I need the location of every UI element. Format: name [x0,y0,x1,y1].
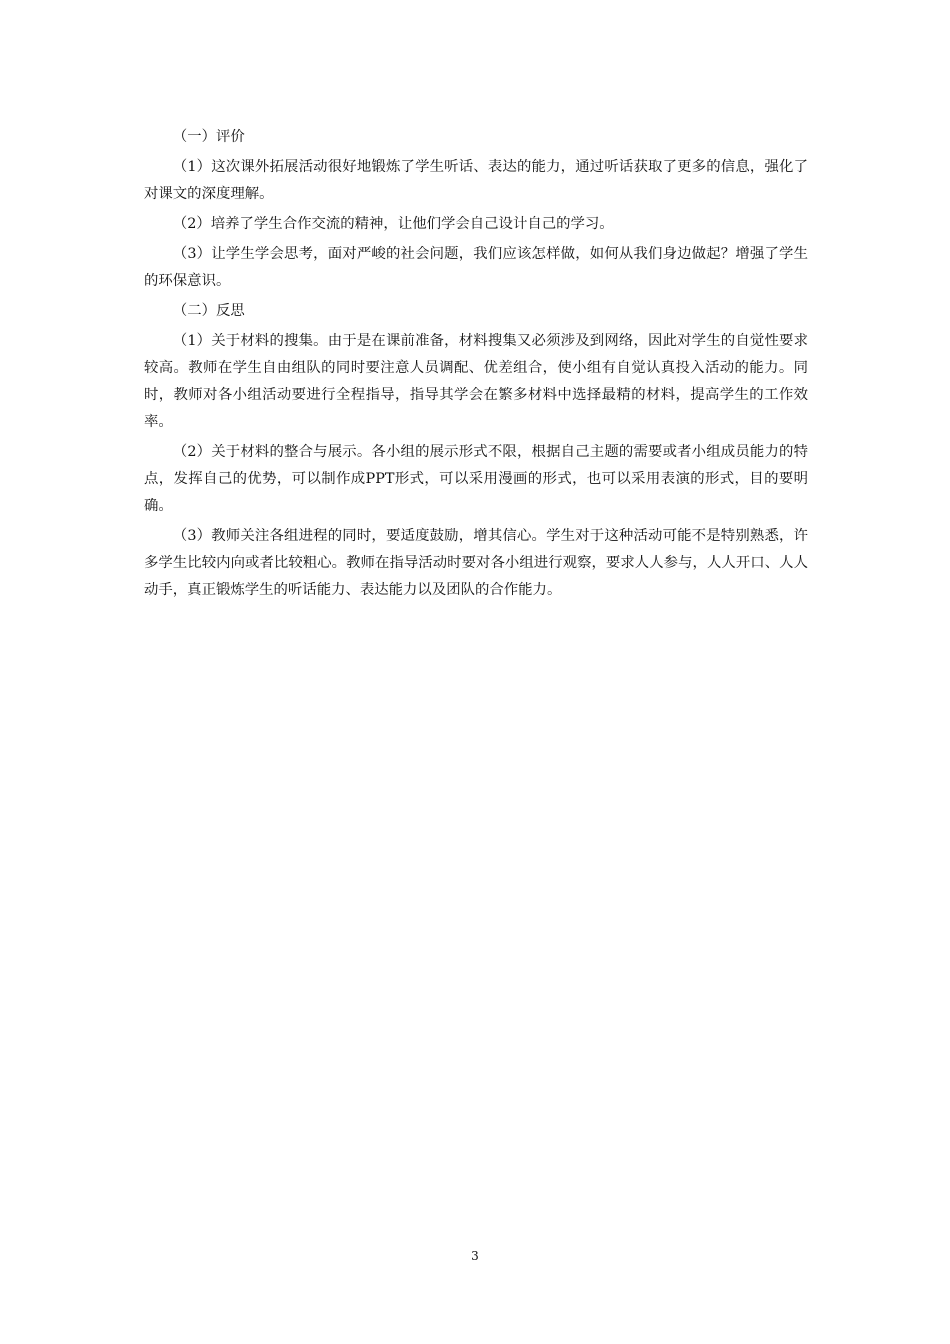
reflection-paragraph-3: （3）教师关注各组进程的同时，要适度鼓励，增其信心。学生对于这种活动可能不是特别熟悉，许多学生比较内向或者比较粗心。教师在指导活动时要对各小组进行观察，要求人人参与，人人开口、人人动手，真正锻炼学生的听话能力、表达能力以及团队的合作能力。 [144,528,808,598]
section-heading-evaluation: （一）评价 [172,129,245,145]
reflection-paragraph-1: （1）关于材料的搜集。由于是在课前准备，材料搜集又必须涉及到网络，因此对学生的自觉性要求较高。教师在学生自由组队的同时要注意人员调配、优差组合，使小组有自觉认真投入活动的能力。同时，教师对各小组活动要进行全程指导，指导其学会在繁多材料中选择最精的材料，提高学生的工作效率。 [144,333,808,430]
document-body [144,124,808,604]
reflection-paragraph-2: （2）关于材料的整合与展示。各小组的展示形式不限，根据自己主题的需要或者小组成员能力的特点，发挥自己的优势，可以制作成PPT形式，可以采用漫画的形式，也可以采用表演的形式，目的要明确。 [144,444,808,514]
page-number: 3 [471,1249,479,1263]
section-heading-reflection: （二）反思 [172,303,245,319]
evaluation-paragraph-3: （3）让学生学会思考，面对严峻的社会问题，我们应该怎样做，如何从我们身边做起？增强了学生的环保意识。 [144,246,808,289]
evaluation-paragraph-2: （2）培养了学生合作交流的精神，让他们学会自己设计自己的学习。 [172,216,614,232]
evaluation-paragraph-1: （1）这次课外拓展活动很好地锻炼了学生听话、表达的能力，通过听话获取了更多的信息，强化了对课文的深度理解。 [144,159,808,202]
